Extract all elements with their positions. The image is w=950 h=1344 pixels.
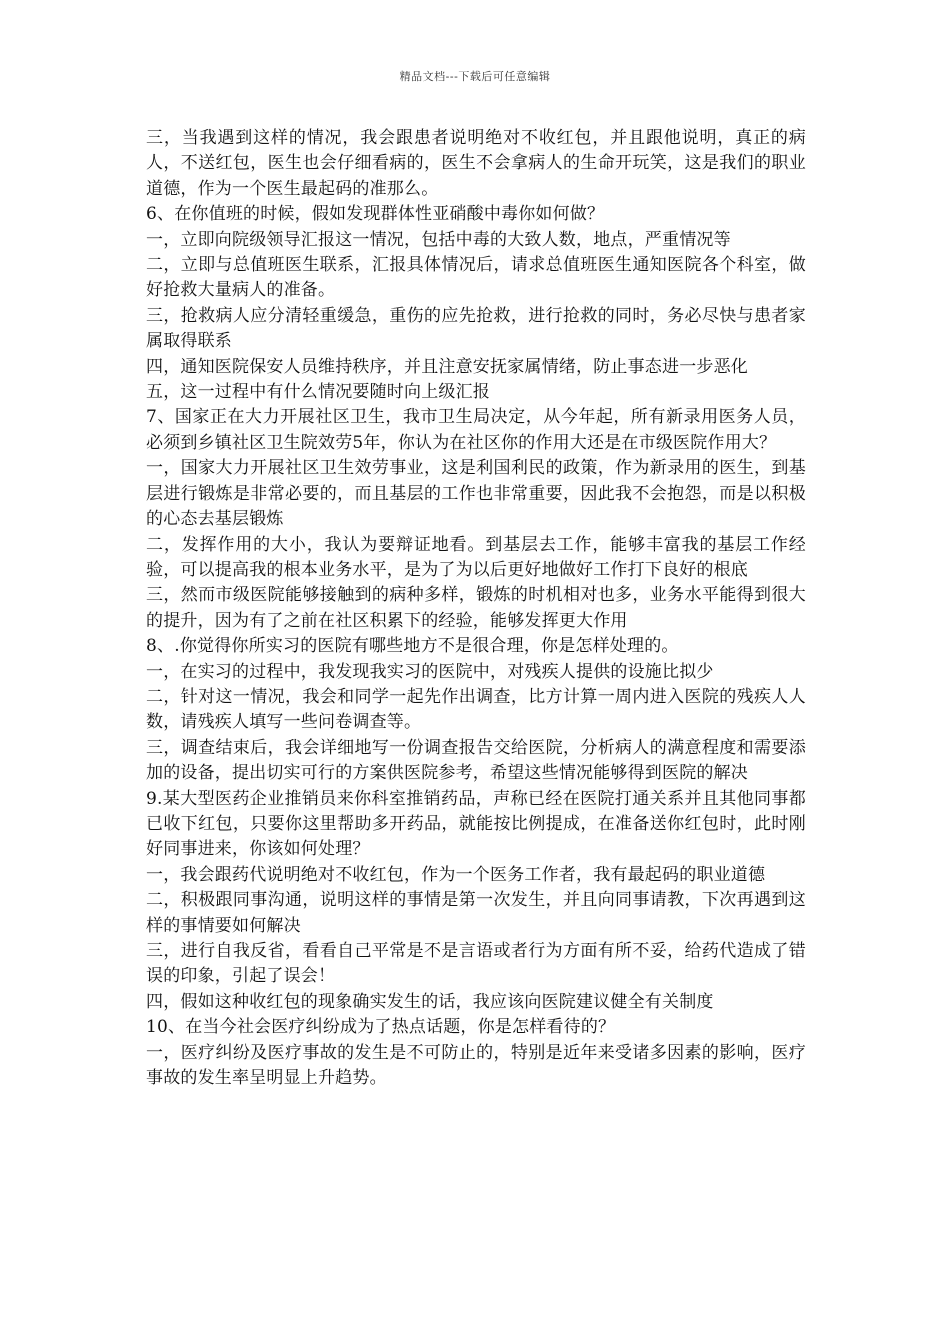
answer-paragraph: 三，然而市级医院能够接触到的病种多样，锻炼的时机相对也多，业务水平能得到很大的提升，因为有了之前在社区积累下的经验，能够发挥更大作用 <box>146 585 806 631</box>
question-heading: 10、在当今社会医疗纠纷成为了热点话题，你是怎样看待的？ <box>146 1017 616 1038</box>
answer-paragraph: 四，通知医院保安人员维持秩序，并且注意安抚家属情绪，防止事态进一步恶化 <box>146 356 748 377</box>
answer-paragraph: 五，这一过程中有什么情况要随时向上级汇报 <box>146 382 490 403</box>
answer-paragraph: 一，立即向院级领导汇报这一情况，包括中毒的大致人数，地点，严重情况等 <box>146 229 731 250</box>
answer-paragraph: 一，在实习的过程中，我发现我实习的医院中，对残疾人提供的设施比拟少 <box>146 661 714 682</box>
answer-paragraph: 三，进行自我反省，看看自己平常是不是言语或者行为方面有所不妥，给药代造成了错误的印象，引起了误会！ <box>146 941 806 987</box>
answer-paragraph: 一，国家大力开展社区卫生效劳事业，这是利国利民的政策，作为新录用的医生，到基层进行锻炼是非常必要的，而且基层的工作也非常重要，因此我不会抱怨，而是以积极的心态去基层锻炼 <box>146 458 806 530</box>
answer-paragraph: 四，假如这种收红包的现象确实发生的话，我应该向医院建议健全有关制度 <box>146 991 714 1012</box>
answer-paragraph: 二，针对这一情况，我会和同学一起先作出调查，比方计算一周内进入医院的残疾人人数，请残疾人填写一些问卷调查等。 <box>146 686 806 733</box>
answer-paragraph: 二，积极跟同事沟通，说明这样的事情是第一次发生，并且向同事请教，下次再遇到这样的事情要如何解决 <box>146 890 806 936</box>
question-heading: 9.某大型医药企业推销员来你科室推销药品，声称已经在医院打通关系并且其他同事都已收下红包，只要你这里帮助多开药品，就能按比例提成，在准备送你红包时，此时刚好同事进来，你该如何处理？ <box>146 788 806 860</box>
answer-paragraph: 三，调查结束后，我会详细地写一份调查报告交给医院，分析病人的满意程度和需要添加的设备，提出切实可行的方案供医院参考，希望这些情况能够得到医院的解决 <box>146 737 806 784</box>
answer-paragraph: 三，当我遇到这样的情况，我会跟患者说明绝对不收红包，并且跟他说明，真正的病人，不送红包，医生也会仔细看病的，医生不会拿病人的生命开玩笑，这是我们的职业道德，作为一个医生最起码的准那么。 <box>146 128 806 199</box>
question-heading: 6、在你值班的时候，假如发现群体性亚硝酸中毒你如何做？ <box>146 204 605 225</box>
question-heading: 7、国家正在大力开展社区卫生，我市卫生局决定，从今年起，所有新录用医务人员，必须到乡镇社区卫生院效劳5年，你认为在社区你的作用大还是在市级医院作用大？ <box>146 407 806 453</box>
answer-paragraph: 一，我会跟药代说明绝对不收红包，作为一个医务工作者，我有最起码的职业道德 <box>146 864 766 885</box>
answer-paragraph: 三，抢救病人应分清轻重缓急，重伤的应先抢救，进行抢救的同时，务必尽快与患者家属取得联系 <box>146 305 806 352</box>
answer-paragraph: 一，医疗纠纷及医疗事故的发生是不可防止的，特别是近年来受诸多因素的影响，医疗事故的发生率呈明显上升趋势。 <box>146 1042 806 1089</box>
answer-paragraph: 二，发挥作用的大小，我认为要辩证地看。到基层去工作，能够丰富我的基层工作经验，可以提高我的根本业务水平，是为了为以后更好地做好工作打下良好的根底 <box>146 534 806 580</box>
document-body <box>146 126 806 1091</box>
answer-paragraph: 二，立即与总值班医生联系，汇报具体情况后，请求总值班医生通知医院各个科室，做好抢救大量病人的准备。 <box>146 255 806 301</box>
question-heading: 8、.你觉得你所实习的医院有哪些地方不是很合理，你是怎样处理的。 <box>146 636 679 657</box>
page-header: 精品文档---下载后可任意编辑 <box>399 70 551 83</box>
